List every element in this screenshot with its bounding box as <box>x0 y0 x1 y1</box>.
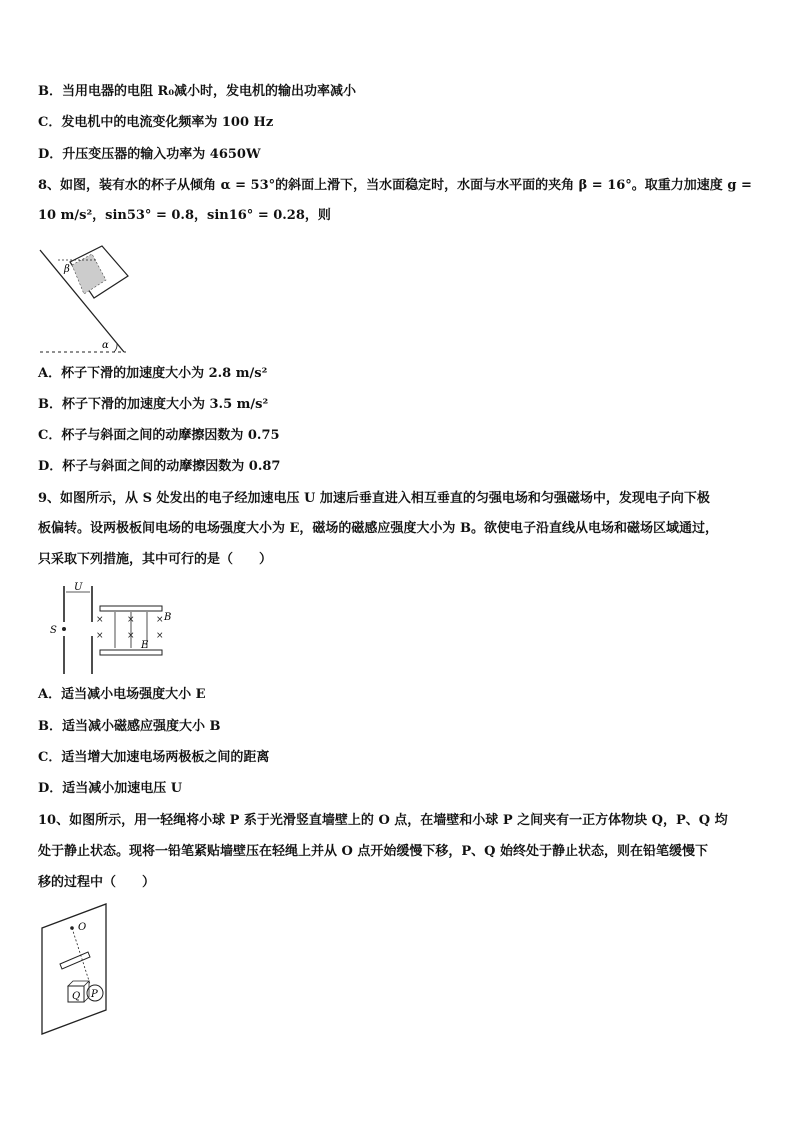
p-label: P <box>91 989 98 1000</box>
e-label: E <box>141 640 149 651</box>
svg-text:×: × <box>96 631 104 641</box>
q-label: Q <box>72 991 81 1002</box>
svg-text:×: × <box>127 631 135 641</box>
option-a-q9: A．适当减小电场强度大小 E <box>38 687 206 702</box>
figure-q10-wall-ball-block <box>36 902 116 1037</box>
o-label: O <box>78 922 87 933</box>
option-a-q8: A．杯子下滑的加速度大小为 2.8 m/s² <box>38 366 268 381</box>
svg-text:×: × <box>127 615 135 625</box>
s-label: S <box>50 625 57 636</box>
option-c-q8: C．杯子与斜面之间的动摩擦因数为 0.75 <box>38 428 280 443</box>
question-10-text-line3: 移的过程中（ ） <box>38 875 156 890</box>
svg-text:×: × <box>156 631 164 641</box>
question-10-text-line2: 处于静止状态。现将一铅笔紧贴墙壁压在轻绳上并从 O 点开始缓慢下移，P、Q 始终处于静止状态，则在铅笔缓慢下 <box>38 844 709 859</box>
option-c-q7: C．发电机中的电流变化频率为 100 Hz <box>38 115 274 130</box>
question-9-text-line3: 只采取下列措施，其中可行的是（ ） <box>38 552 273 567</box>
option-b-q7: B．当用电器的电阻 R₀减小时，发电机的输出功率减小 <box>38 84 357 99</box>
option-d-q9: D．适当减小加速电压 U <box>38 781 183 796</box>
figure-q9-velocity-selector <box>44 578 184 678</box>
question-8-text-line1: 8、如图，装有水的杯子从倾角 α = 53°的斜面上滑下，当水面稳定时，水面与水平面的夹角 β = 16°。取重力加速度 g = <box>38 178 752 193</box>
question-8-text-line2: 10 m/s²，sin53° = 0.8，sin16° = 0.28，则 <box>38 208 331 223</box>
svg-text:×: × <box>156 615 164 625</box>
option-c-q9: C．适当增大加速电场两极板之间的距离 <box>38 750 270 765</box>
b-label: B <box>164 612 172 623</box>
option-d-q8: D．杯子与斜面之间的动摩擦因数为 0.87 <box>38 459 281 474</box>
question-10-text-line1: 10、如图所示，用一轻绳将小球 P 系于光滑竖直墙壁上的 O 点，在墙壁和小球 P 之间夹有一正方体物块 Q，P、Q 均 <box>38 813 728 828</box>
option-b-q9: B．适当减小磁感应强度大小 B <box>38 719 221 734</box>
alpha-label: α <box>102 340 109 351</box>
u-label: U <box>74 582 83 593</box>
question-9-text-line1: 9、如图所示，从 S 处发出的电子经加速电压 U 加速后垂直进入相互垂直的匀强电场和匀强磁场中，发现电子向下极 <box>38 491 710 506</box>
question-9-text-line2: 板偏转。设两极板间电场的电场强度大小为 E，磁场的磁感应强度大小为 B。欲使电子沿直线从电场和磁场区域通过， <box>38 521 718 536</box>
beta-label: β <box>64 264 70 275</box>
figure-q8-cup-on-incline <box>36 240 136 355</box>
svg-text:×: × <box>96 615 104 625</box>
option-d-q7: D．升压变压器的输入功率为 4650W <box>38 147 261 162</box>
option-b-q8: B．杯子下滑的加速度大小为 3.5 m/s² <box>38 397 269 412</box>
